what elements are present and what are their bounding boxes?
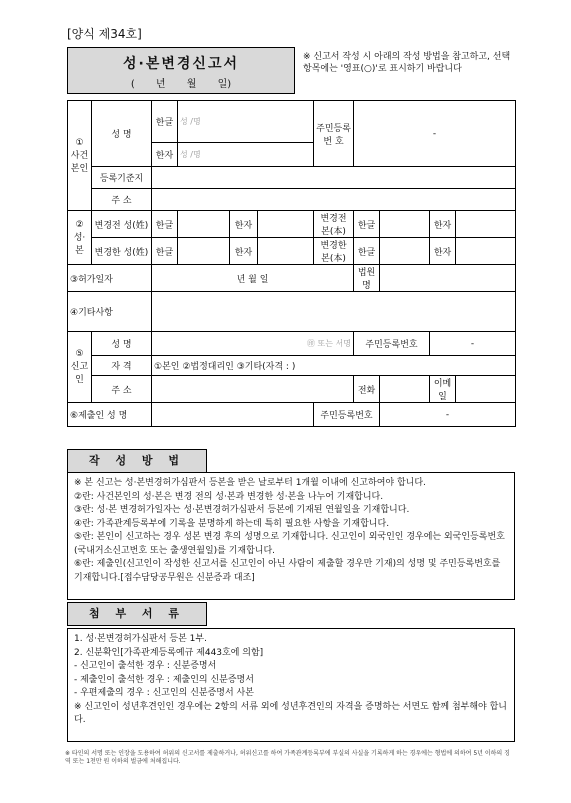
form-number: [양식 제34호] [67, 27, 142, 41]
sec4-label: ④기타사항 [68, 292, 152, 332]
sec3-date-field[interactable]: 년 월 일 [152, 265, 354, 292]
sec2-after-label: 변경한 성(姓) [92, 238, 152, 265]
sec5-phone-field[interactable] [380, 376, 430, 403]
sec1-hanja-label: 한자 [152, 143, 178, 167]
sec2-after-hangul-field[interactable] [178, 238, 230, 265]
attach-header: 첨 부 서 류 [67, 602, 207, 626]
sec1-hangul-field[interactable]: 성 /명 [178, 101, 314, 143]
sec2-before-hanja: 한자 [230, 211, 258, 238]
sec5-name-label: 성 명 [92, 332, 152, 356]
howto-line: ※ 본 신고는 성·본변경허가심판서 등본을 받은 날로부터 1개월 이내에 신고하여야 합니다. [74, 478, 426, 488]
sec2-before-hanja-field[interactable] [258, 211, 314, 238]
sec1-addr-label: 주 소 [92, 189, 152, 211]
sec5-addr-label: 주 소 [92, 376, 152, 403]
sec1-hanja-field[interactable]: 성 /명 [178, 143, 314, 167]
howto-line: ③란: 성·본 변경허가일자는 성·본변경허가심판서 등본에 기재된 연월일을 기재합니다. [74, 505, 410, 515]
sec2-bon-after-hanja-field[interactable] [456, 238, 516, 265]
sec5-addr-field[interactable] [152, 376, 354, 403]
attach-line: - 제출인이 출석한 경우 : 제출인의 신분증명서 [74, 674, 254, 685]
sec2-bon-after-hanja: 한자 [430, 238, 456, 265]
sec6-name-field[interactable] [152, 403, 314, 427]
page-title: 성·본변경신고서 [123, 56, 239, 72]
sec3-court-field[interactable] [380, 265, 516, 292]
sec2-before-label: 변경전 성(姓) [92, 211, 152, 238]
sec6-rrn-label: 주민등록번호 [314, 403, 380, 427]
sec2-after-bon-label: 변경한 본(本) [314, 238, 354, 265]
sec2-bon-before-hangul-field[interactable] [380, 211, 430, 238]
howto-box [67, 472, 515, 600]
sec2-bon-before-hanja-field[interactable] [456, 211, 516, 238]
sec3-label: ③허가일자 [68, 265, 152, 292]
sec2-after-hanja-field[interactable] [258, 238, 314, 265]
sec2-before-hangul: 한글 [152, 211, 178, 238]
sec6-rrn-field[interactable]: - [380, 403, 516, 427]
attach-line: 1. 성·본변경허가심판서 등본 1부. [74, 634, 207, 644]
sec6-label: ⑥제출인 성 명 [68, 403, 152, 427]
attach-line: 2. 신분확인[가족관계등록예규 제443호에 의함] [74, 647, 264, 658]
sec2-before-bon-label: 변경전 본(本) [314, 211, 354, 238]
report-form-table [67, 100, 516, 427]
sec5-phone-label: 전화 [354, 376, 380, 403]
sec5-label: ⑤ 신고인 [68, 332, 92, 403]
howto-line: ②란: 사건본인의 성·본은 변경 전의 성·본과 변경한 성·본을 나누어 기재합니다. [74, 491, 384, 502]
sec1-label: ① 사건 본인 [68, 101, 92, 211]
sec5-rrn-label: 주민등록번호 [354, 332, 430, 356]
attach-line: - 신고인이 출석한 경우 : 신분증명서 [74, 661, 217, 671]
sec2-after-hangul: 한글 [152, 238, 178, 265]
date-line: ( 년 월 일) [130, 79, 232, 90]
howto-line: ⑥란: 제출인(신고인이 작성한 신고서를 신고인이 아닌 사람이 제출할 경우만 기재)의 성명 및 주민등록번호를 기재합니다.[접수담당공무원은 신분증과 대조] [74, 559, 501, 583]
footnote: ※ 타인의 서명 또는 인장을 도용하여 허위의 신고서를 제출하거나, 허위신고를 하여 가족관계등록부에 부실의 사실을 기록하게 하는 경우에는 형법에 의하여 5년 이하의 징역 또는 1천만 원 이하의 벌금에 처해집니다. [65, 750, 510, 765]
sec1-base-label: 등록기준지 [92, 167, 152, 189]
howto-line: ④란: 가족관계등록부에 기록을 분명하게 하는데 특히 필요한 사항을 기재합니다. [74, 518, 390, 529]
howto-line: ⑤란: 본인이 신고하는 경우 성본 변경 후의 성명으로 기재합니다. 신고인이 외국인인 경우에는 외국인등록번호(국내거소신고번호 또는 출생연월일)를 기재합니다. [74, 532, 505, 556]
sec5-rrn-field[interactable]: - [430, 332, 516, 356]
sec3-court-label: 법원명 [354, 265, 380, 292]
sec5-email-field[interactable] [456, 376, 516, 403]
attach-line: - 우편제출의 경우 : 신고인의 신분증명서 사본 [74, 688, 254, 698]
sec5-name-field[interactable]: ㊞ 또는 서명 [152, 332, 354, 356]
sec2-bon-after-hangul-field[interactable] [380, 238, 430, 265]
sec5-qual-options[interactable]: ①본인 ②법정대리인 ③기타(자격 : ) [152, 356, 516, 376]
attach-box [67, 628, 515, 742]
sec1-rrn-field[interactable]: - [354, 101, 516, 167]
sec1-addr-field[interactable] [152, 189, 516, 211]
sec2-bon-before-hanja: 한자 [430, 211, 456, 238]
sec2-bon-after-hangul: 한글 [354, 238, 380, 265]
instruction-note: ※ 신고서 작성 시 아래의 작성 방법을 참고하고, 선택항목에는 '영표(○)'로 표시하기 바랍니다 [303, 52, 511, 74]
howto-header: 작 성 방 법 [67, 449, 207, 473]
title-box [67, 47, 295, 94]
sec2-after-hanja: 한자 [230, 238, 258, 265]
sec2-bon-before-hangul: 한글 [354, 211, 380, 238]
sec1-name-label: 성 명 [92, 101, 152, 167]
sec1-base-field[interactable] [152, 167, 516, 189]
sec4-field[interactable] [152, 292, 516, 332]
sec1-rrn-label: 주민등록 번 호 [314, 101, 354, 167]
sec5-email-label: 이메일 [430, 376, 456, 403]
sec2-before-hangul-field[interactable] [178, 211, 230, 238]
sec1-hangul-label: 한글 [152, 101, 178, 143]
attach-line: ※ 신고인이 성년후견인인 경우에는 2항의 서류 외에 성년후견인의 자격을 증명하는 서면도 함께 첨부해야 합니다. [74, 701, 507, 725]
sec2-label: ② 성·본 [68, 211, 92, 265]
sec5-qual-label: 자 격 [92, 356, 152, 376]
